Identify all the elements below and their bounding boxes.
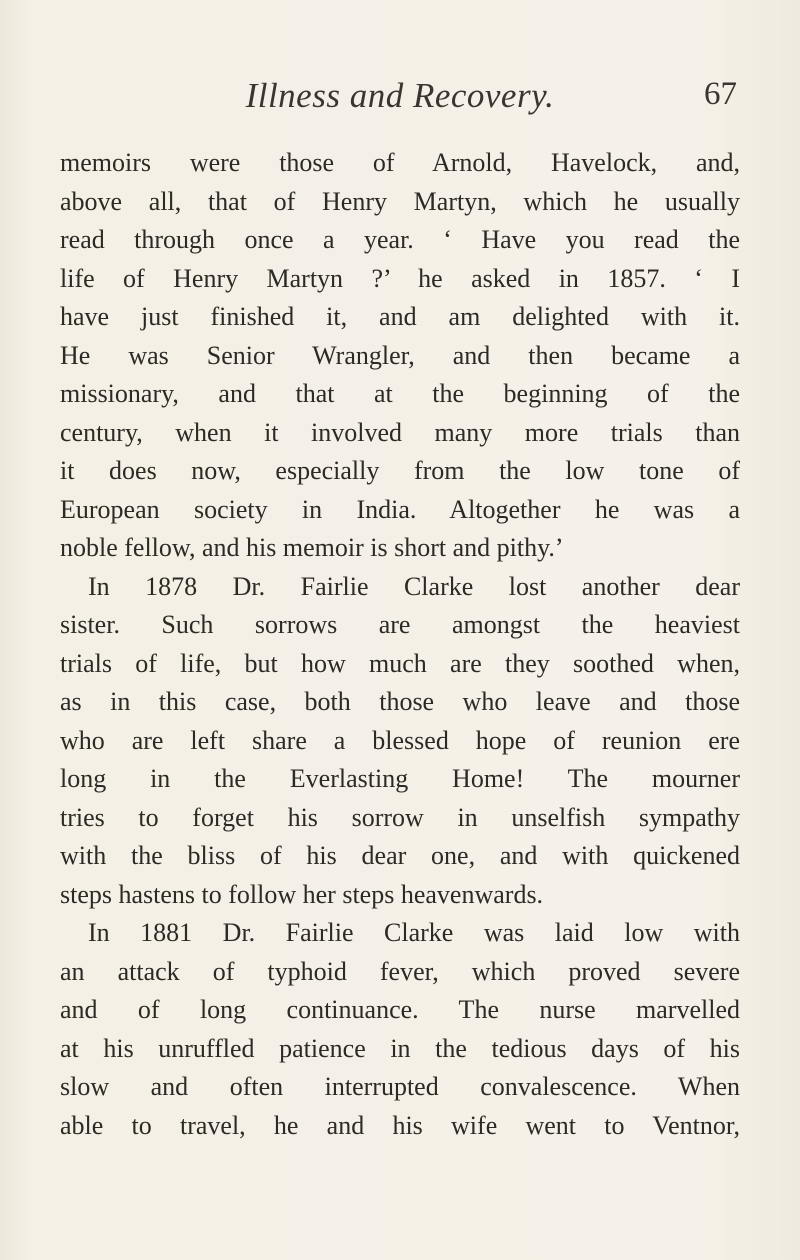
text-line: noble fellow, and his memoir is short and pithy.’ — [60, 533, 564, 562]
text-line: In 1878 Dr. Fairlie Clarke lost another dear — [88, 571, 740, 601]
text-line: life of Henry Martyn ?’ he asked in 1857. ‘ I — [60, 263, 740, 293]
page-number: 67 — [704, 76, 737, 112]
text-line: read through once a year. ‘ Have you read the — [60, 225, 740, 254]
text-line: slow and often interrupted convalescence. When — [60, 1072, 740, 1101]
text-line: tries to forget his sorrow in unselfish sympathy — [60, 802, 740, 832]
text-line: trials of life, but how much are they soothed when, — [60, 648, 740, 678]
page-header — [0, 66, 800, 116]
text-line: missionary, and that at the beginning of the — [60, 379, 740, 408]
text-line: above all, that of Henry Martyn, which he usually — [60, 186, 740, 216]
text-line: He was Senior Wrangler, and then became a — [60, 340, 740, 370]
text-line: as in this case, both those who leave and those — [60, 687, 740, 716]
text-line: and of long continuance. The nurse marvelled — [60, 995, 740, 1024]
text-line: century, when it involved many more trials than — [60, 417, 740, 447]
text-line: European society in India. Altogether he was a — [60, 494, 740, 524]
text-line: it does now, especially from the low tone of — [60, 456, 740, 485]
text-line: with the bliss of his dear one, and with quickened — [60, 841, 740, 870]
text-line: who are left share a blessed hope of reunion ere — [60, 725, 740, 755]
text-line: sister. Such sorrows are amongst the heaviest — [60, 610, 740, 639]
running-title: Illness and Recovery. — [245, 76, 555, 115]
text-line: an attack of typhoid fever, which proved severe — [60, 956, 740, 986]
text-line: steps hastens to follow her steps heavenwards. — [60, 879, 544, 909]
body-text — [60, 144, 740, 1145]
text-line: able to travel, he and his wife went to Ventnor, — [60, 1110, 740, 1140]
text-line: at his unruffled patience in the tedious days of his — [60, 1033, 740, 1063]
text-line: In 1881 Dr. Fairlie Clarke was laid low with — [88, 918, 740, 947]
text-line: have just finished it, and am delighted with it. — [60, 302, 740, 331]
text-line: long in the Everlasting Home! The mourner — [60, 764, 740, 793]
text-line: memoirs were those of Arnold, Havelock, and, — [60, 148, 740, 177]
